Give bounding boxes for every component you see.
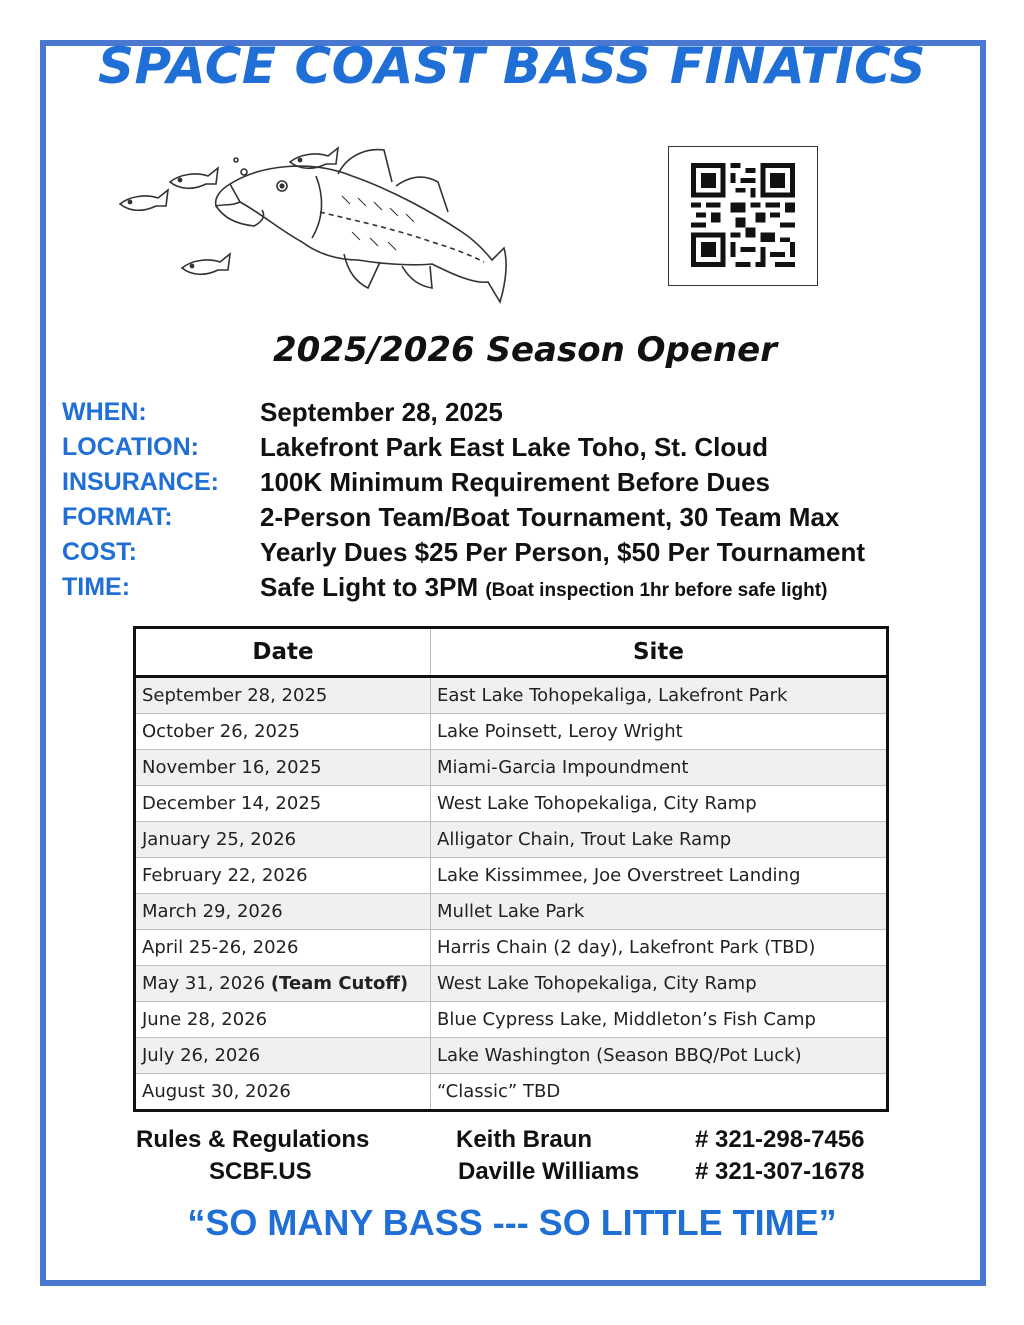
info-row-cost [62, 536, 982, 571]
season-opener-heading: 2025/2026 Season Opener [273, 330, 777, 370]
site-cell: Mullet Lake Park [431, 894, 888, 930]
bass-fish-illustration [112, 142, 522, 312]
date-cell [135, 786, 431, 822]
date-text: July 26, 2026 [142, 1045, 261, 1066]
column-header-date: Date [135, 628, 431, 677]
date-text: January 25, 2026 [142, 829, 297, 850]
date-text: November 16, 2025 [142, 757, 322, 778]
date-text: October 26, 2025 [142, 721, 300, 742]
site-cell: Harris Chain (2 day), Lakefront Park (TBD) [431, 930, 888, 966]
date-text: April 25-26, 2026 [142, 937, 299, 958]
site-cell: West Lake Tohopekaliga, City Ramp [431, 966, 888, 1002]
date-cell [135, 1002, 431, 1038]
slogan: “SO MANY BASS --- SO LITTLE TIME” [187, 1202, 837, 1243]
date-text: August 30, 2026 [142, 1081, 291, 1102]
contact-name: Daville Williams [458, 1158, 640, 1185]
site-cell: Lake Kissimmee, Joe Overstreet Landing [431, 858, 888, 894]
date-text: September 28, 2025 [142, 685, 328, 706]
table-row [135, 750, 888, 786]
date-cell [135, 714, 431, 750]
table-row [135, 894, 888, 930]
date-text: June 28, 2026 [142, 1009, 268, 1030]
schedule-body [135, 677, 888, 1111]
contact-phone: # 321-298-7456 [695, 1126, 865, 1153]
table-header-row [135, 628, 888, 677]
contact-name: Keith Braun [456, 1126, 593, 1153]
date-cell [135, 966, 431, 1002]
table-row [135, 677, 888, 714]
schedule-table [133, 626, 889, 1112]
site-cell: Lake Washington (Season BBQ/Pot Luck) [431, 1038, 888, 1074]
date-text: February 22, 2026 [142, 865, 308, 886]
qr-code[interactable] [668, 146, 818, 286]
info-value: Yearly Dues $25 Per Person, $50 Per Tournament [260, 537, 866, 567]
info-label: TIME: [62, 573, 131, 601]
contact-phone: # 321-307-1678 [695, 1158, 865, 1185]
site-cell: West Lake Tohopekaliga, City Ramp [431, 786, 888, 822]
site-cell: Lake Poinsett, Leroy Wright [431, 714, 888, 750]
info-label: FORMAT: [62, 503, 173, 531]
table-row [135, 858, 888, 894]
info-row-time [62, 571, 982, 606]
info-row-location [62, 431, 982, 466]
info-row-insurance [62, 466, 982, 501]
event-info [62, 396, 982, 606]
table-row [135, 1038, 888, 1074]
table-row [135, 714, 888, 750]
info-value: Lakefront Park East Lake Toho, St. Cloud [260, 432, 769, 462]
date-cell [135, 930, 431, 966]
date-cell [135, 750, 431, 786]
info-value: 100K Minimum Requirement Before Dues [260, 467, 771, 497]
date-cell [135, 858, 431, 894]
date-text: December 14, 2025 [142, 793, 322, 814]
info-value: September 28, 2025 [260, 397, 503, 427]
date-cell [135, 1074, 431, 1111]
date-text: March 29, 2026 [142, 901, 283, 922]
info-value-text: Safe Light to 3PM [260, 572, 479, 602]
table-row [135, 786, 888, 822]
date-cell [135, 894, 431, 930]
rules-label: Rules & Regulations [136, 1126, 370, 1153]
info-label: LOCATION: [62, 433, 200, 461]
table-row [135, 1074, 888, 1111]
info-value [260, 571, 827, 607]
date-cell [135, 677, 431, 714]
info-row-format [62, 501, 982, 536]
date-cell [135, 822, 431, 858]
site-cell: Alligator Chain, Trout Lake Ramp [431, 822, 888, 858]
info-value: 2-Person Team/Boat Tournament, 30 Team Max [260, 502, 840, 532]
info-row-when [62, 396, 982, 431]
page-title: SPACE COAST BASS FINATICS [97, 37, 926, 95]
date-text: May 31, 2026 [142, 973, 266, 994]
site-cell: Miami-Garcia Impoundment [431, 750, 888, 786]
table-row [135, 966, 888, 1002]
qr-code-icon [691, 163, 795, 267]
site-cell: “Classic” TBD [431, 1074, 888, 1111]
site-cell: East Lake Tohopekaliga, Lakefront Park [431, 677, 888, 714]
info-label: COST: [62, 538, 137, 566]
site-cell: Blue Cypress Lake, Middleton’s Fish Camp [431, 1002, 888, 1038]
date-note: (Team Cutoff) [270, 973, 409, 994]
info-label: INSURANCE: [62, 468, 219, 496]
date-cell [135, 1038, 431, 1074]
table-row [135, 930, 888, 966]
website-link[interactable]: SCBF.US [209, 1158, 312, 1185]
table-row [135, 822, 888, 858]
info-label: WHEN: [62, 398, 147, 426]
info-note: (Boat inspection 1hr before safe light) [485, 580, 828, 601]
column-header-site: Site [431, 628, 888, 677]
table-row [135, 1002, 888, 1038]
